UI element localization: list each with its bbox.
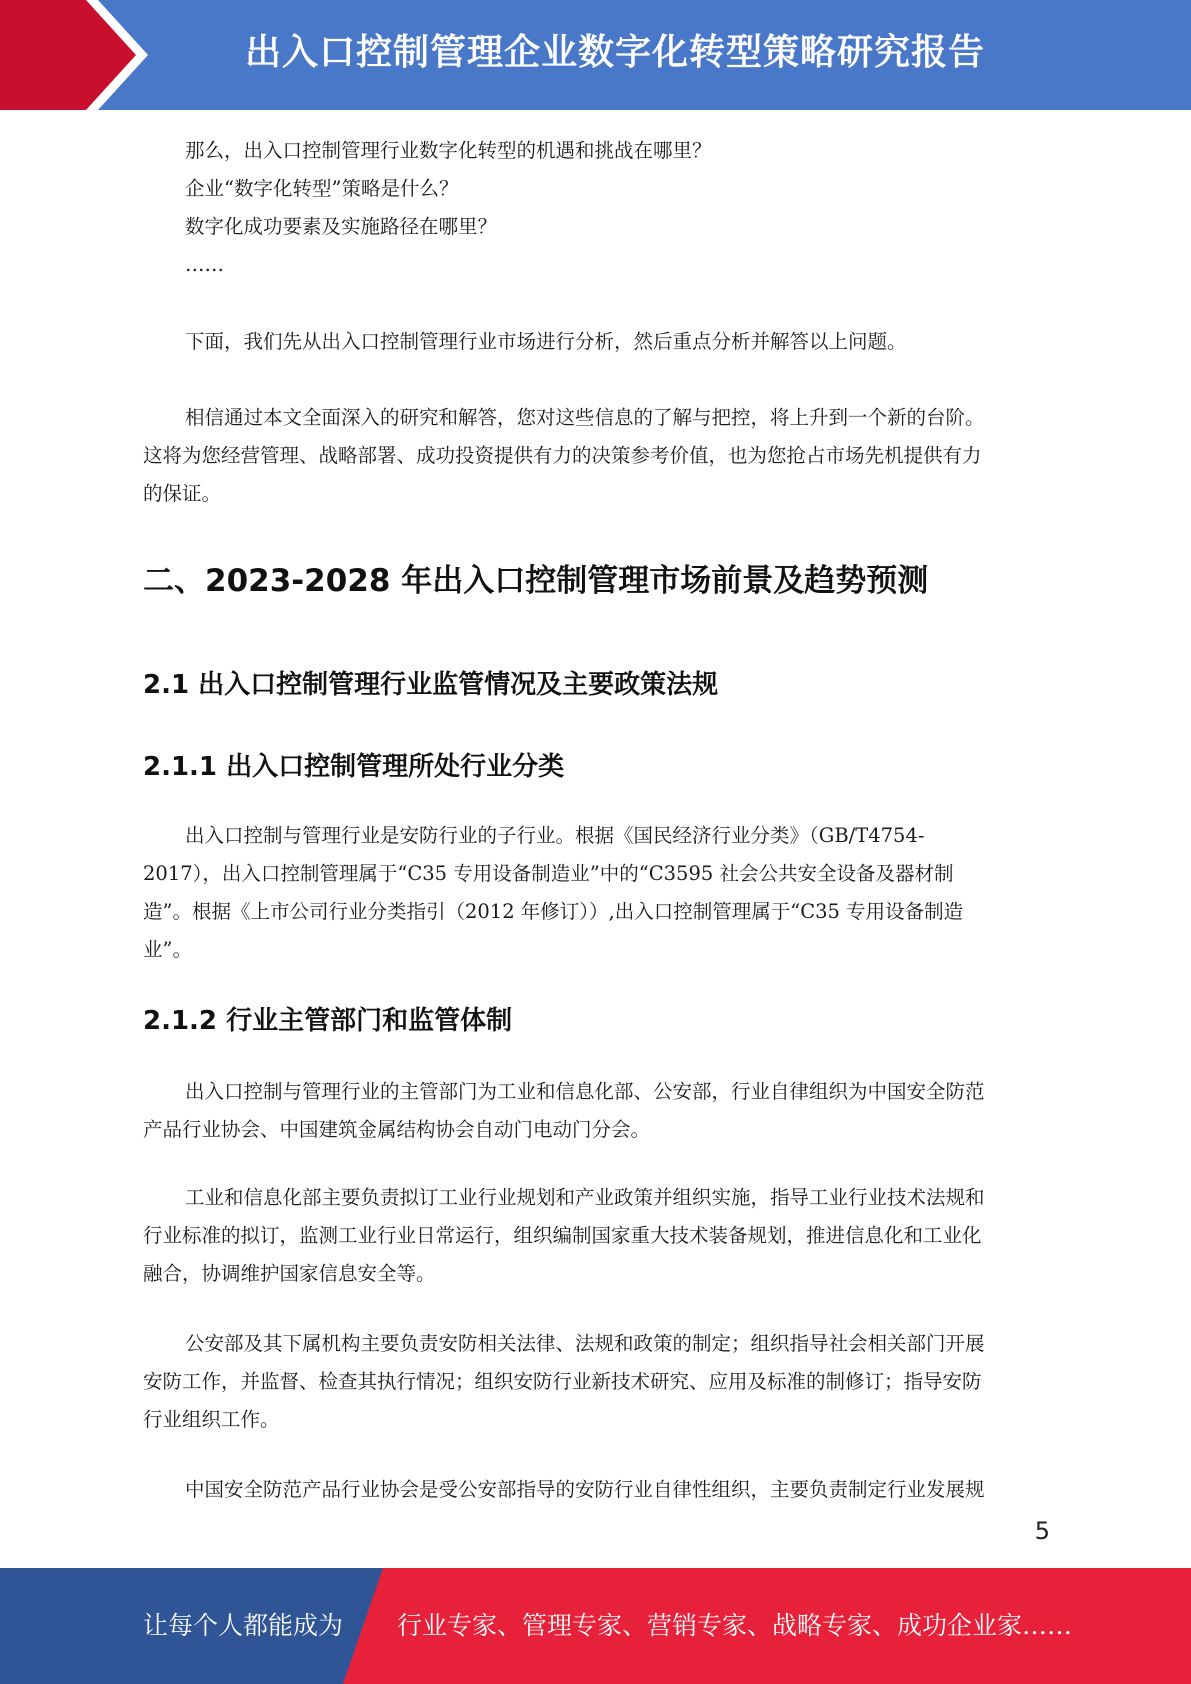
section-heading: 二、2023-2028 年出入口控制管理市场前景及趋势预测 bbox=[143, 563, 929, 599]
ellipsis-line: …… bbox=[185, 253, 224, 276]
paragraph-line: 公安部及其下属机构主要负责安防相关法律、法规和政策的制定；组织指导社会相关部门开展 bbox=[185, 1332, 985, 1355]
intro-next-paragraph bbox=[143, 323, 1046, 361]
paragraph-line: 造”。根据《上市公司行业分类指引（2012 年修订））,出入口控制管理属于“C35 专用设备制造 bbox=[143, 900, 964, 923]
paragraph-line: 中国安全防范产品行业协会是受公安部指导的安防行业自律性组织，主要负责制定行业发展规 bbox=[185, 1478, 985, 1501]
footer-slogan-left: 让每个人都能成为 bbox=[143, 1611, 344, 1640]
regulator-paragraph-3 bbox=[143, 1325, 1046, 1439]
paragraph-line: 下面，我们先从出入口控制管理行业市场进行分析，然后重点分析并解答以上问题。 bbox=[185, 330, 907, 353]
paragraph-line: 2017），出入口控制管理属于“C35 专用设备制造业”中的“C3595 社会公共安全设备及器材制 bbox=[143, 862, 954, 885]
paragraph-line: 相信通过本文全面深入的研究和解答，您对这些信息的了解与把控，将上升到一个新的台阶。 bbox=[185, 406, 985, 429]
regulator-paragraph-1 bbox=[143, 1073, 1046, 1149]
paragraph-line: 行业组织工作。 bbox=[143, 1408, 280, 1431]
footer-banner bbox=[0, 1568, 1191, 1684]
paragraph-line: 工业和信息化部主要负责拟订工业行业规划和产业政策并组织实施，指导工业行业技术法规和 bbox=[185, 1186, 985, 1209]
industry-classification-paragraph bbox=[143, 817, 1046, 969]
paragraph-line: 安防工作，并监督、检查其执行情况；组织安防行业新技术研究、应用及标准的制修订；指导安防 bbox=[143, 1370, 982, 1393]
question-line: 数字化成功要素及实施路径在哪里？ bbox=[185, 215, 498, 238]
paragraph-line: 行业标准的拟订，监测工业行业日常运行，组织编制国家重大技术装备规划，推进信息化和工业化 bbox=[143, 1224, 982, 1247]
paragraph-line: 的保证。 bbox=[143, 482, 222, 505]
question-line: 那么，出入口控制管理行业数字化转型的机遇和挑战在哪里？ bbox=[185, 139, 712, 162]
header-banner bbox=[0, 0, 1191, 110]
regulator-paragraph-4 bbox=[143, 1471, 1046, 1509]
subsection-heading: 2.1 出入口控制管理行业监管情况及主要政策法规 bbox=[143, 670, 719, 700]
intro-questions bbox=[143, 132, 1046, 284]
paragraph-line: 产品行业协会、中国建筑金属结构协会自动门电动门分会。 bbox=[143, 1118, 651, 1141]
subsubsection-heading: 2.1.2 行业主管部门和监管体制 bbox=[143, 1006, 513, 1036]
footer-slogan-right: 行业专家、管理专家、营销专家、战略专家、成功企业家…… bbox=[397, 1611, 1073, 1640]
regulator-paragraph-2 bbox=[143, 1179, 1046, 1293]
paragraph-line: 业”。 bbox=[143, 938, 192, 961]
page-number: 5 bbox=[1034, 1517, 1050, 1545]
subsubsection-heading: 2.1.1 出入口控制管理所处行业分类 bbox=[143, 752, 565, 782]
report-title: 出入口控制管理企业数字化转型策略研究报告 bbox=[245, 32, 986, 73]
paragraph-line: 出入口控制与管理行业的主管部门为工业和信息化部、公安部，行业自律组织为中国安全防范 bbox=[185, 1080, 985, 1103]
question-line: 企业“数字化转型”策略是什么？ bbox=[185, 177, 459, 200]
intro-summary-paragraph bbox=[143, 399, 1046, 513]
paragraph-line: 出入口控制与管理行业是安防行业的子行业。根据《国民经济行业分类》（GB/T4754- bbox=[185, 824, 925, 847]
paragraph-line: 融合，协调维护国家信息安全等。 bbox=[143, 1262, 436, 1285]
paragraph-line: 这将为您经营管理、战略部署、成功投资提供有力的决策参考价值，也为您抢占市场先机提供有力 bbox=[143, 444, 982, 467]
